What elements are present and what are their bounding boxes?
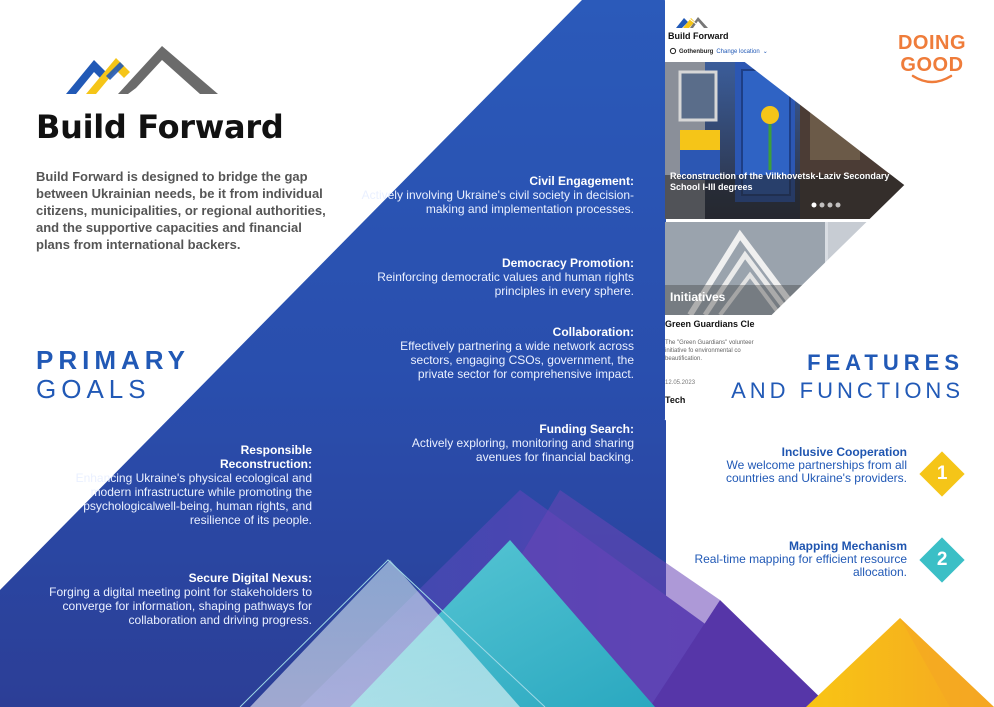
goal-secure-digital-nexus — [32, 571, 312, 627]
feature-title: Inclusive Cooperation — [781, 445, 907, 459]
goal-text: Effectively partnering a wide network across sectors, engaging CSOs, government, the private sector for comprehensive impact. — [400, 339, 634, 381]
feature-text: We welcome partnerships from all countries and Ukraine's providers. — [725, 458, 907, 485]
feature-text: Real-time mapping for efficient resource allocation. — [694, 552, 907, 579]
goal-collaboration — [379, 325, 634, 381]
primary-goals-heading: PRIMARY — [36, 345, 190, 375]
doing-good-line1: DOING — [897, 32, 966, 54]
next-card-title[interactable]: Tech — [665, 395, 686, 405]
goal-title: Democracy Promotion: — [501, 256, 634, 270]
features-subheading: AND FUNCTIONS — [731, 378, 964, 403]
brand-title: Build Forward — [36, 108, 284, 146]
goal-text: Forging a digital meeting point for stakeholders to converge for information, shaping pathways for collaboration and driving progress. — [49, 585, 312, 627]
goal-civil-engagement — [354, 174, 634, 216]
change-location-link[interactable]: Change location — [716, 49, 760, 55]
features-heading: FEATURES — [807, 350, 964, 375]
app-brand: Build Forward — [668, 31, 729, 41]
goal-text: Actively involving Ukraine's civil society in decision-making and implementation processes. — [361, 188, 634, 216]
initiative-card-title[interactable]: Green Guardians Cle — [665, 319, 755, 329]
goal-text: Enhancing Ukraine's physical ecological and modern infrastructure while promoting the psychologicalwell-being, human rights, and resilience of its people. — [75, 471, 312, 527]
doing-good-logo — [898, 32, 966, 84]
goal-responsible-reconstruction — [72, 443, 312, 527]
feature-number-badge-1: 1 — [919, 451, 964, 496]
feature-mapping-mechanism — [687, 540, 907, 579]
build-forward-logo — [66, 46, 218, 96]
initiative-card-date: 12.05.2023 — [665, 380, 696, 386]
goal-title: Collaboration: — [552, 325, 634, 339]
chevron-down-icon[interactable]: ⌄ — [762, 49, 768, 55]
doing-good-line2: GOOD — [900, 54, 964, 76]
goal-democracy-promotion — [354, 256, 634, 298]
feature-inclusive-cooperation — [687, 446, 907, 485]
goal-text: Actively exploring, monitoring and sharing avenues for financial backing. — [411, 436, 634, 464]
hero-caption[interactable]: Reconstruction of the Vilkhovetsk-Laziv Secondary School I-III degrees — [670, 171, 890, 192]
goal-title: Responsible Reconstruction: — [219, 443, 312, 471]
goal-text: Reinforcing democratic values and human rights principles in every sphere. — [377, 270, 634, 298]
goal-title: Civil Engagement: — [529, 174, 634, 188]
feature-title: Mapping Mechanism — [788, 539, 907, 553]
app-location-bar[interactable] — [670, 48, 768, 55]
initiative-card-body: The "Green Guardians" volunteer initiative fo environmental co beautification. — [665, 340, 754, 362]
goal-title: Secure Digital Nexus: — [188, 571, 312, 585]
app-location: Gothenburg — [679, 49, 714, 55]
initiatives-heading: Initiatives — [670, 290, 726, 304]
goal-title: Funding Search: — [539, 422, 634, 436]
intro-text: Build Forward is designed to bridge the gap between Ukrainian needs, be it from individual citizens, municipalities, or regional authorities, and the supportive capacities and financial plans from international backers. — [36, 169, 326, 252]
feature-number-badge-2: 2 — [919, 537, 964, 582]
goal-funding-search — [374, 422, 634, 464]
primary-goals-subheading: GOALS — [36, 374, 151, 404]
